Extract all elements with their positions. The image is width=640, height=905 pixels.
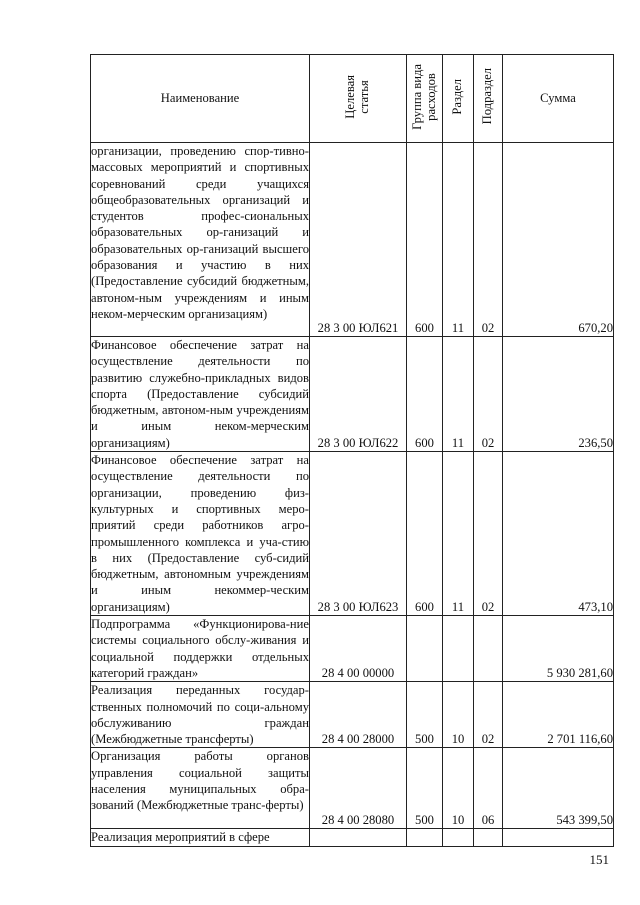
table-row [91, 616, 614, 682]
row-name: Финансовое обеспечение затрат на осуществление деятельности по организации, проведению физ-культурных и спортивных меро-приятий среди работников агро-промышленного комплекса и уча-стию в них (Предоставление суб-сидий бюджетным, автономным учреждениям и иным некоммер-ческим организациям) [91, 453, 309, 614]
row-target: 28 4 00 00000 [310, 616, 407, 682]
row-section: 10 [443, 748, 474, 829]
header-subsection: Подраздел [474, 55, 503, 143]
row-group: 600 [407, 337, 443, 452]
row-name: Реализация мероприятий в сфере [91, 829, 310, 846]
row-sum: 5 930 281,60 [503, 616, 614, 682]
row-target: 28 4 00 28080 [310, 748, 407, 829]
row-section [443, 616, 474, 682]
row-sum: 543 399,50 [503, 748, 614, 829]
row-section: 11 [443, 143, 474, 337]
header-expense-group: Группа вида расходов [407, 55, 443, 143]
header-target: Целевая статья [310, 55, 407, 143]
row-target: 28 3 00 ЮЛ621 [310, 143, 407, 337]
row-subsection [474, 829, 503, 846]
row-sum: 2 701 116,60 [503, 682, 614, 748]
header-name: Наименование [91, 55, 310, 143]
row-name: организации, проведению спор-тивно-массовых мероприятий и спортивных соревнований среди учащихся общеобразовательных организаций и студентов профес-сиональных образовательных ор-ганизаций и образовательных ор-ганизаций высшего образования и участию в них (Предоставление субсидий бюджетным, автоном-ным учреждениям и иным неком-мерческим организациям) [91, 143, 310, 337]
table-row [91, 682, 614, 748]
table-row [91, 143, 614, 337]
row-group [407, 829, 443, 846]
row-sum: 236,50 [503, 337, 614, 452]
header-section: Раздел [443, 55, 474, 143]
row-sum: 670,20 [503, 143, 614, 337]
row-name: Реализация переданных государ-ственных полномочий по соци-альному обслуживанию граждан (Межбюджетные трансферты) [91, 683, 309, 747]
row-subsection [474, 616, 503, 682]
page-number: 151 [589, 852, 609, 867]
row-group: 600 [407, 143, 443, 337]
row-name: Финансовое обеспечение затрат на осуществление деятельности по развитию служебно-прикладных видов спорта (Предоставление субсидий бюджетным, автоном-ным учреждениям и иным неком-мерческим организациям) [91, 338, 309, 450]
table-row [91, 337, 614, 452]
row-subsection: 02 [474, 143, 503, 337]
row-group: 500 [407, 682, 443, 748]
table-header-row [91, 55, 614, 143]
budget-table [90, 54, 614, 847]
row-group: 600 [407, 452, 443, 616]
row-section [443, 829, 474, 846]
row-target: 28 3 00 ЮЛ623 [310, 452, 407, 616]
row-target: 28 4 00 28000 [310, 682, 407, 748]
table-row [91, 829, 614, 846]
row-sum: 473,10 [503, 452, 614, 616]
row-group [407, 616, 443, 682]
row-section: 10 [443, 682, 474, 748]
table-row [91, 452, 614, 616]
table-row [91, 748, 614, 829]
row-subsection: 02 [474, 682, 503, 748]
row-group: 500 [407, 748, 443, 829]
header-sum: Сумма [503, 55, 614, 143]
row-target [310, 829, 407, 846]
row-section: 11 [443, 337, 474, 452]
row-target: 28 3 00 ЮЛ622 [310, 337, 407, 452]
row-name: Организация работы органов управления социальной защиты населения муниципальных обра-зований (Межбюджетные транс-ферты) [91, 748, 310, 829]
row-sum [503, 829, 614, 846]
row-subsection: 02 [474, 452, 503, 616]
row-name: Подпрограмма «Функционирова-ние системы социального обслу-живания и социальной поддержки отдельных категорий граждан» [91, 617, 309, 680]
row-subsection: 02 [474, 337, 503, 452]
row-section: 11 [443, 452, 474, 616]
row-subsection: 06 [474, 748, 503, 829]
